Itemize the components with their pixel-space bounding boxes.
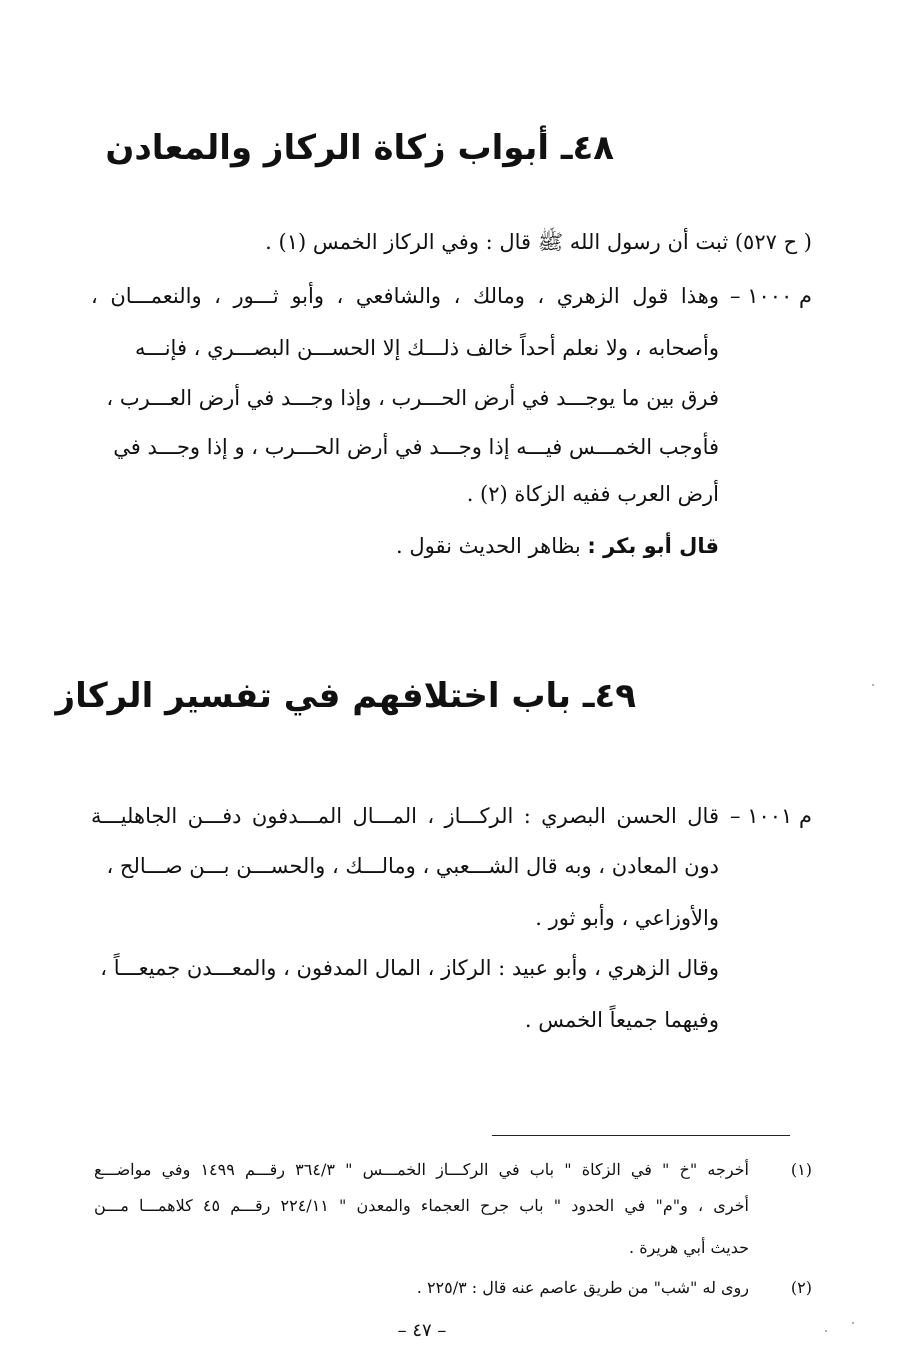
footnote-1-line-1: أخرجه "خ " في الزكاة " باب في الركـــاز الخمـــس " ٣٦٤/٣ رقـــم ١٤٩٩ وفي مواضـــع [94,1160,750,1179]
abu-bakr-lead: قال أبو بكر : [587,534,719,558]
entry-1000-line-2: وأصحابه ، ولا نعلم أحداً خالف ذلـــك إلا الحســـن البصـــري ، فإنـــه [134,336,719,360]
abu-bakr-opinion [179,530,719,562]
footnote-1-number: (١) [790,1160,812,1179]
footnote-2-text: روى له "شب" من طريق عاصم عنه قال : ٢٢٥/٣ . [416,1278,749,1297]
entry-1000-line-4: فأوجب الخمـــس فيـــه إذا وجـــد في أرض الحـــرب ، و إذا وجـــد في [113,435,719,459]
hadith-527-text: ( ح ٥٢٧) ثبت أن رسول الله ﷺ قال : وفي الركاز الخمس (١) . [265,230,812,254]
entry-1000-line-3: فرق بين ما يوجـــد في أرض الحـــرب ، وإذا وجـــد في أرض العـــرب ، [106,386,719,410]
scan-speck [852,1322,854,1324]
entry-1000-line-1: وهذا قول الزهري ، ومالك ، والشافعي ، وأبو ثـــور ، والنعمـــان ، [91,284,719,308]
footnote-2-number: (٢) [790,1278,812,1297]
page-number: – ٤٧ – [397,1320,447,1341]
entry-1000-marker: م ١٠٠٠ – [730,284,812,308]
entry-1001-line-5: وفيهما جميعاً الخمس . [524,1008,719,1032]
scan-speck [825,1330,827,1332]
entry-1001-line-4: وقال الزهري ، وأبو عبيد : الركاز ، المال المدفون ، والمعـــدن جميعـــاً ، [100,956,719,980]
abu-bakr-text: بظاهر الحديث نقول . [396,534,581,558]
entry-1001-line-1: قال الحسن البصري : الركـــاز ، المـــال المـــدفون دفـــن الجاهليـــة [91,804,719,828]
entry-1000-line-5: أرض العرب ففيه الزكاة (٢) . [466,482,719,506]
section-49-heading: ٤٩ـ باب اختلافهم في تفسير الركاز [55,676,636,716]
section-48-heading: ٤٨ـ أبواب زكاة الركاز والمعادن [105,128,614,168]
footnote-1-line-3: حديث أبي هريرة . [629,1238,749,1257]
entry-1001-line-2: دون المعادن ، وبه قال الشـــعبي ، ومالـــك ، والحســـن بـــن صـــالح ، [106,854,719,878]
footnote-separator [492,1135,790,1136]
entry-1001-line-3: والأوزاعي ، وأبو ثور . [535,906,719,930]
entry-1001-marker: م ١٠٠١ – [730,804,812,828]
scan-speck [872,684,874,686]
footnote-1-line-2: أخرى ، و"م" في الحدود " باب جرح العجماء والمعدن " ٢٢٤/١١ رقـــم ٤٥ كلاهمـــا مـــن [94,1196,749,1215]
